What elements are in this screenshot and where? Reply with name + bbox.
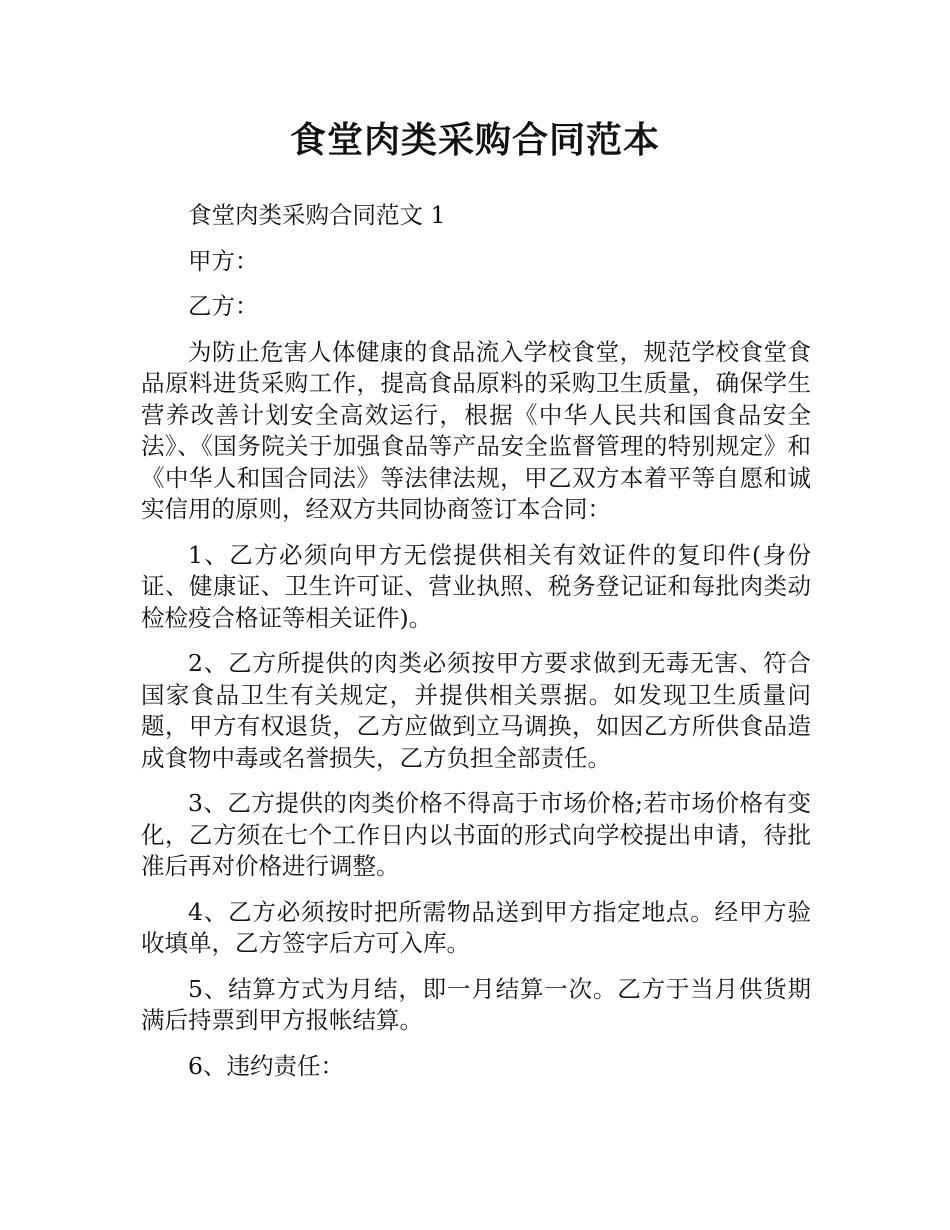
document-title: 食堂肉类采购合同范本 (289, 120, 660, 161)
intro-paragraph: 为防止危害人体健康的食品流入学校食堂，规范学校食堂食品原料进货采购工作，提高食品原料的采购卫生质量，确保学生营养改善计划安全高效运行，根据《中华人民共和国食品安全法》、《国务院关于加强食品等产品安全监督管理的特别规定》和《中华人和国合同法》等法律法规，甲乙双方本着平等自愿和诚实信用的原则，经双方共同协商签订本合同： (141, 337, 811, 523)
document-body (141, 200, 811, 1096)
clause-3: 3、乙方提供的肉类价格不得高于市场价格;若市场价格有变化，乙方须在七个工作日内以书面的形式向学校提出申请，待批准后再对价格进行调整。 (141, 789, 811, 880)
party-a-label: 甲方： (188, 246, 259, 275)
clause-4: 4、乙方必须按时把所需物品送到甲方指定地点。经甲方验收填单，乙方签字后方可入库。 (141, 897, 811, 957)
clause-5: 5、结算方式为月结，即一月结算一次。乙方于当月供货期满后持票到甲方报帐结算。 (141, 974, 811, 1034)
party-b-label: 乙方： (188, 292, 259, 320)
clause-6: 6、违约责任： (188, 1051, 344, 1080)
clause-1: 1、乙方必须向甲方无偿提供相关有效证件的复印件(身份证、健康证、卫生许可证、营业执照、税务登记证和每批肉类动检检疫合格证等相关证件)。 (141, 540, 811, 632)
clause-2: 2、乙方所提供的肉类必须按甲方要求做到无毒无害、符合国家食品卫生有关规定，并提供相关票据。如发现卫生质量问题，甲方有权退货，乙方应做到立马调换，如因乙方所供食品造成食物中毒或名誉损失，乙方负担全部责任。 (141, 649, 811, 772)
document-subtitle: 食堂肉类采购合同范文 1 (188, 201, 446, 229)
